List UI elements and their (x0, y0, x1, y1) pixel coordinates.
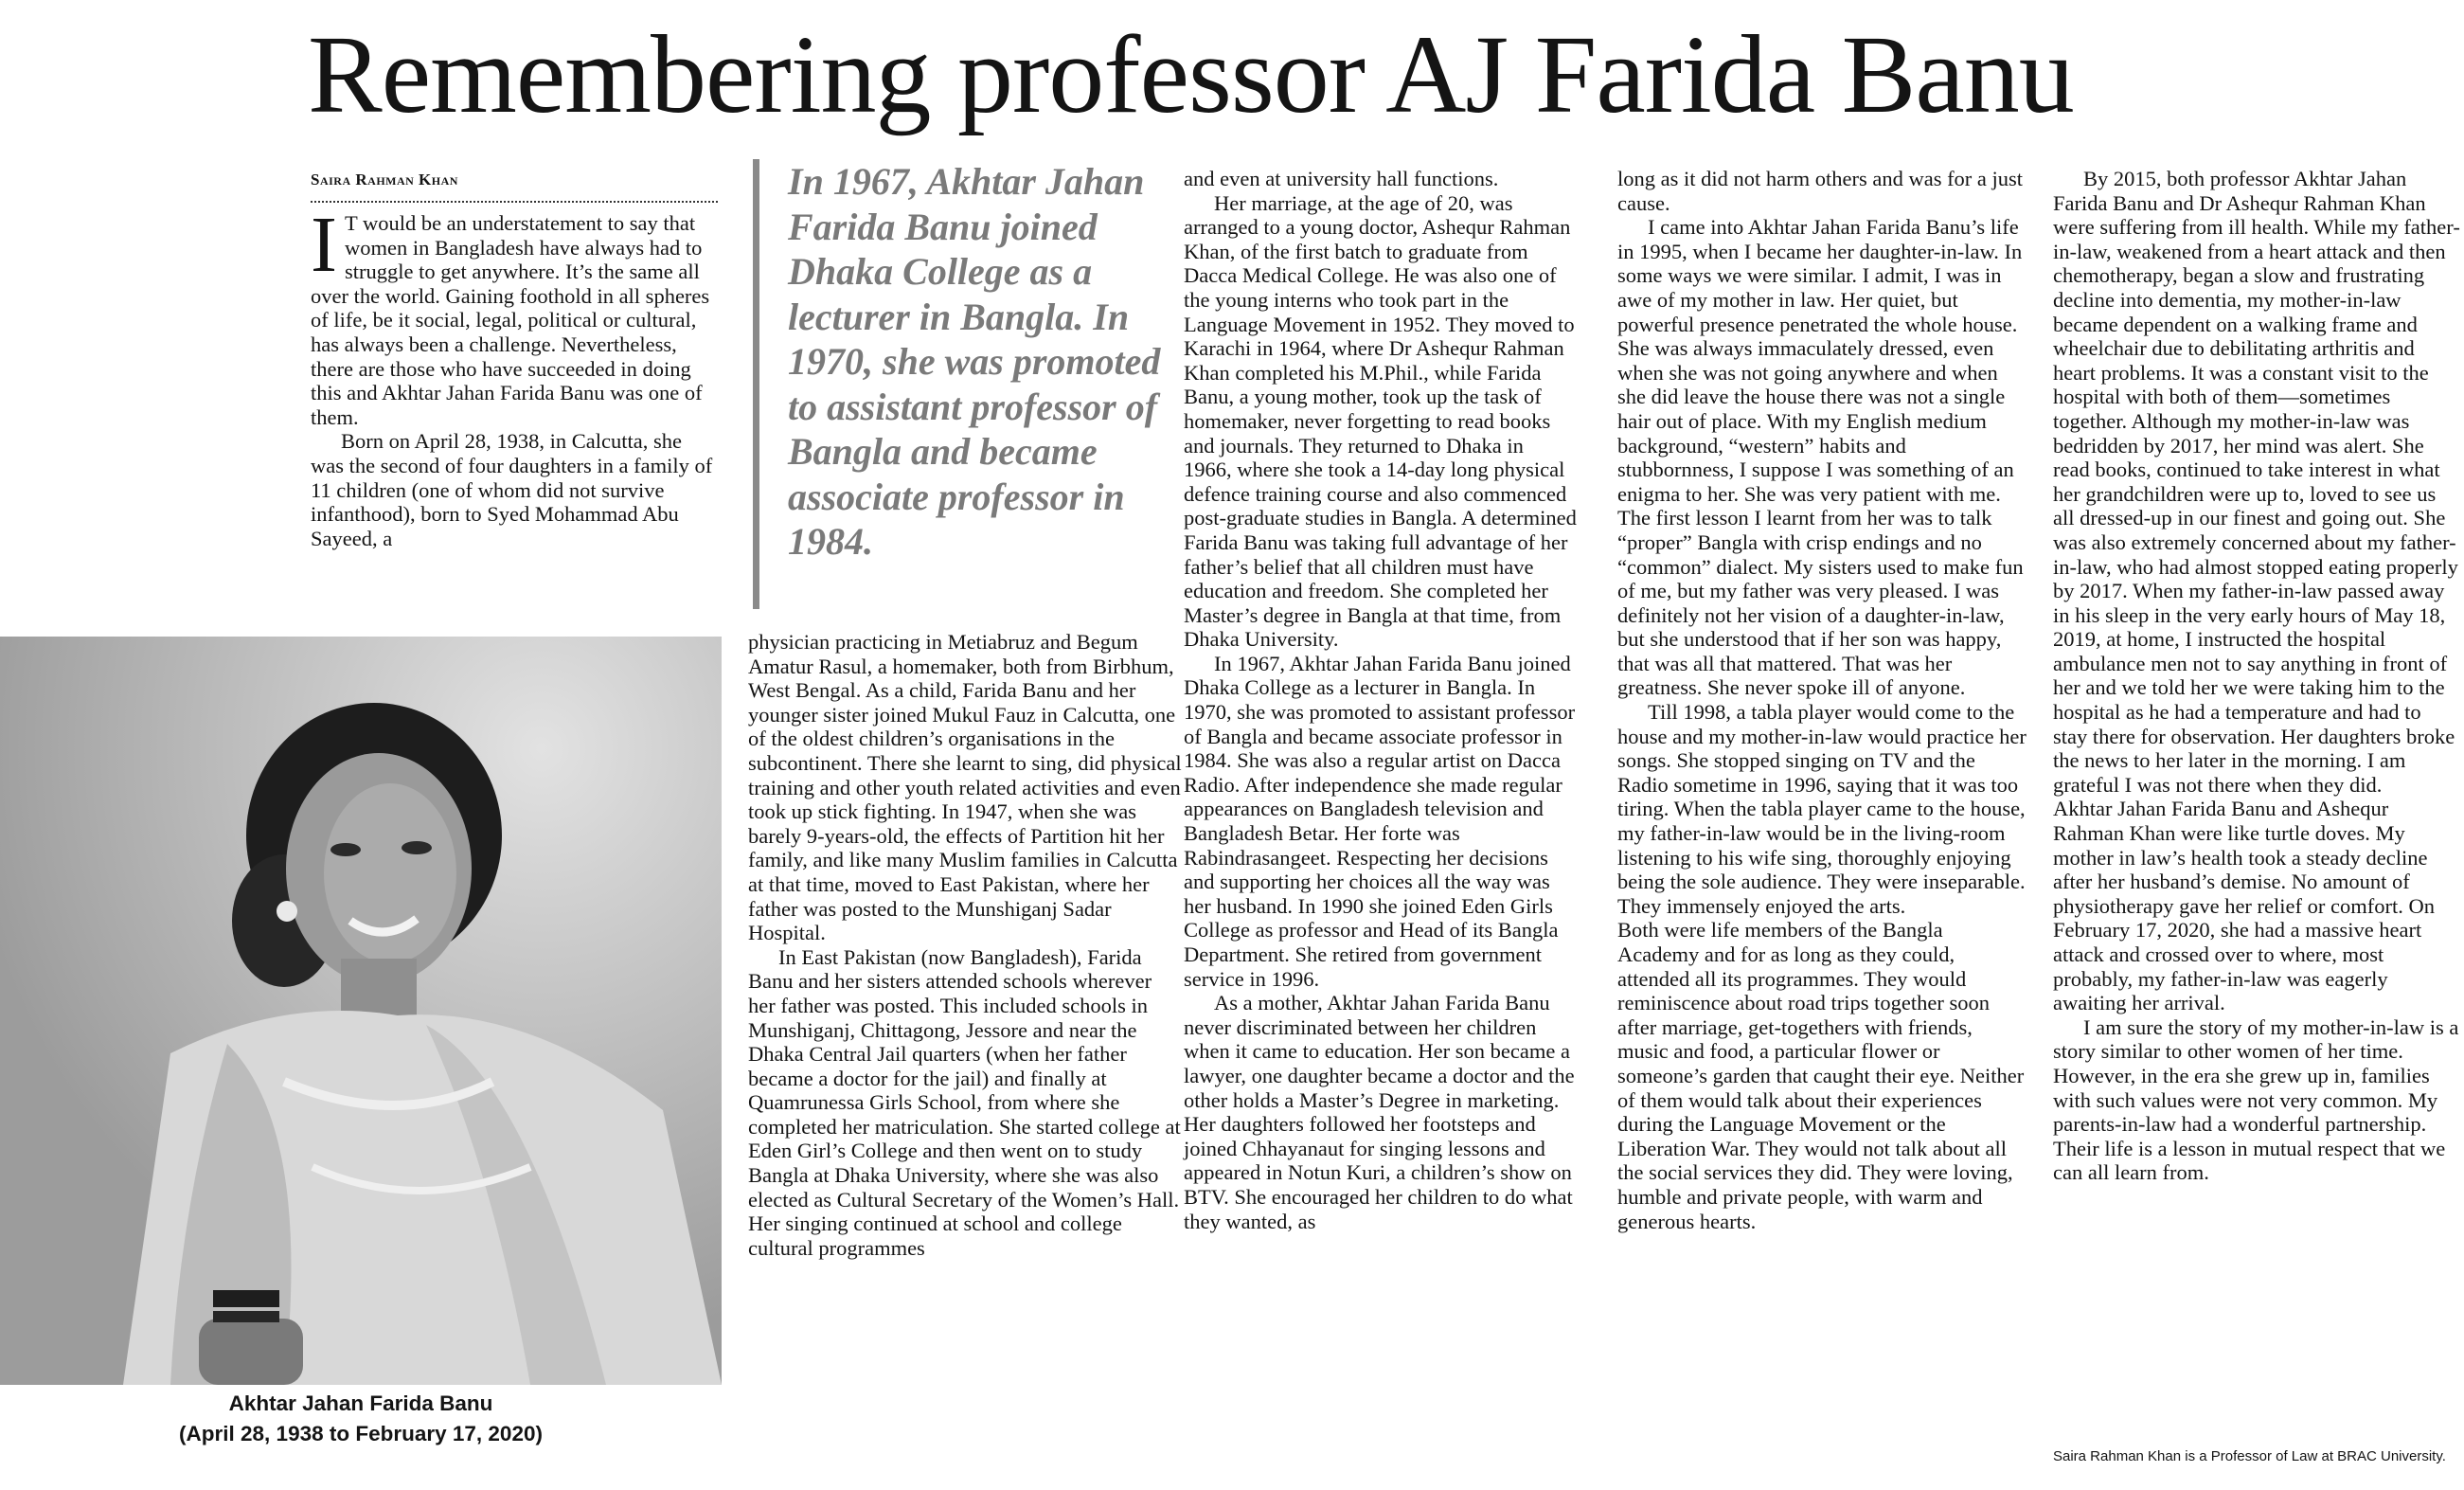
column-2 (748, 630, 1184, 1260)
paragraph: Till 1998, a tabla player would come to the house and my mother-in-law would practice her songs. She stopped singing on TV and the Radio sometime in 1996, saying that it was too tiring. When the tabla player came to the house, my father-in-law would be in the living-room listening to his wife sing, thoroughly enjoying being the sole audience. They were inseparable. They immensely enjoyed the arts. (1617, 700, 2027, 918)
paragraph: Born on April 28, 1938, in Calcutta, she was the second of four daughters in a family of 11 children (one of whom did not survive infanthood), born to Syed Mohammad Abu Sayeed, a (311, 429, 713, 550)
photo-caption (0, 1389, 722, 1449)
column-5 (2053, 167, 2460, 1185)
column-1 (311, 201, 718, 550)
paragraph: I am sure the story of my mother-in-law is a story similar to other women of her time. However, in the era she grew up in, families with such values were not very common. My parents-in-law had a wonderful partnership. Their life is a lesson in mutual respect that we can all learn from. (2053, 1014, 2459, 1185)
paragraph: In East Pakistan (now Bangladesh), Farida Banu and her sisters attended schools wherever her father was posted. This included schools in Munshiganj, Chittagong, Jessore and near the Dhaka Central Jail quarters (when her father became a doctor for the jail) and finally at Quamrunessa Girls School, from where she completed her matriculation. She started college at Eden Girl’s College and then went on to study Bangla at Dhaka University, where she was also elected as Cultural Secretary of the Women’s Hall. Her singing continued at school and college cultural programmes (748, 944, 1181, 1260)
paragraph: and even at university hall functions. (1184, 167, 1499, 190)
column-3 (1184, 167, 1577, 1233)
byline: Saira Rahman Khan (311, 171, 458, 188)
pull-quote: In 1967, Akhtar Jahan Farida Banu joined Dhaka College as a lecturer in Bangla. In 1970, she was promoted to assistant professor of Bangla and became associate professor in 1984. (753, 159, 1184, 609)
paragraph: Her marriage, at the age of 20, was arranged to a young doctor, Ashequr Rahman Khan, of the first batch to graduate from Dacca Medical College. He was also one of the young interns who took part in the Language Movement in 1952. They moved to Karachi in 1964, where Dr Ashequr Rahman Khan completed his M.Phil., while Farida Banu, a young mother, took up the task of homemaker, never forgetting to read books and journals. They returned to Dhaka in 1966, where she took a 14-day long physical defence training course and also commenced post-graduate studies in Bangla. A determined Farida Banu was taking full advantage of her father’s belief that all children must have education and freedom. She completed her Master’s degree in Bangla at that time, from Dhaka University. (1184, 190, 1577, 652)
intro-paragraph: I T would be an understatement to say that women in Bangladesh have always had to struggle to get anywhere. It’s the same all over the world. Gaining foothold in all spheres of life, be it social, legal, political or cultural, has always been a challenge. Nevertheless, there are those who have succeeded in doing this and Akhtar Jahan Farida Banu was one of them. (311, 201, 710, 429)
portrait-illustration (0, 637, 722, 1385)
paragraph: Both were life members of the Bangla Academy and for as long as they could, attended all its programmes. They would reminiscence about road trips together soon after marriage, get-togethers with friends, music and food, a particular flower or someone’s garden that caught their eye. Neither of them would talk about their experiences during the Language Movement or the Liberation War. They would not talk about all the social services they did. They were loving, humble and private people, with warm and generous hearts. (1617, 918, 2025, 1233)
paragraph: long as it did not harm others and was for a just cause. (1617, 167, 2024, 215)
paragraph: By 2015, both professor Akhtar Jahan Farida Banu and Dr Ashequr Rahman Khan were suffering from ill health. While my father-in-law, weakened from a heart attack and then chemotherapy, began a slow and frustrating decline into dementia, my mother-in-law became dependent on a walking frame and wheelchair due to debilitating arthritis and heart problems. It was a constant visit to the hospital with both of them—sometimes together. Although my mother-in-law was bedridden by 2017, her mind was alert. She read books, continued to take interest in what her grandchildren were up to, loved to see us all dressed-up in our finest and going out. She was also extremely concerned about my father-in-law, who had almost stopped eating properly by 2017. When my father-in-law passed away in his sleep in the very early hours of May 18, 2019, at home, I instructed the hospital ambulance men not to say anything in front of her and we told her we were taking him to the hospital as he had a temperature and had to stay there for observation. Her daughters broke the news to her later in the morning. I am grateful I was not there when they did. (2053, 167, 2460, 797)
paragraph: I came into Akhtar Jahan Farida Banu’s life in 1995, when I became her daughter-in-law. In some ways we were similar. I admit, I was in awe of my mother in law. Her quiet, but powerful presence penetrated the whole house. She was always immaculately dressed, even when she was not going anywhere and when she did leave the house there was not a single hair out of place. With my English medium background, “western” habits and stubbornness, I suppose I was something of an enigma to her. She was very patient with me. The first lesson I learnt from her was to talk “proper” Bangla with crisp endings and no “common” dialect. My sisters used to make fun of me, but my father was very pleased. I was definitely not her vision of a daughter-in-law, but she understood that if her son was happy, that was all that mattered. That was her greatness. She never spoke ill of anyone. (1617, 215, 2024, 700)
paragraph: In 1967, Akhtar Jahan Farida Banu joined Dhaka College as a lecturer in Bangla. In 1970, she was promoted to assistant professor of Bangla and became associate professor in 1984. She was also a regular artist on Dacca Radio. After independence she made regular appearances on Bangladesh television and Bangladesh Betar. Her forte was Rabindrasangeet. Respecting her decisions and supporting her choices all the way was her husband. In 1990 she joined Eden Girls College as professor and Head of its Bangla Department. She retired from government service in 1996. (1184, 651, 1576, 991)
caption-dates: (April 28, 1938 to February 17, 2020) (179, 1422, 543, 1445)
paragraph: physician practicing in Metiabruz and Begum Amatur Rasul, a homemaker, both from Birbhum, West Bengal. As a child, Farida Banu and her younger sister joined Mukul Fauz in Calcutta, one of the oldest children’s organisations in the subcontinent. There she learnt to sing, did physical training and other youth related activities and even took up stick fighting. In 1947, when she was barely 9-years-old, the effects of Partition hit her family, and like many Muslim families in Calcutta at that time, moved to East Pakistan, where her father was posted to the Munshiganj Sadar Hospital. (748, 630, 1182, 945)
headline: Remembering professor AJ Farida Banu (308, 12, 2074, 136)
byline-divider (311, 201, 718, 203)
column-4 (1617, 167, 2027, 1233)
author-footnote: Saira Rahman Khan is a Professor of Law at BRAC University. (2053, 1448, 2446, 1464)
paragraph: Akhtar Jahan Farida Banu and Ashequr Rahman Khan were like turtle doves. My mother in law’s health took a steady decline after her husband’s demise. No amount of physiotherapy gave her relief or comfort. On February 17, 2020, she had a massive heart attack and crossed over to where, most probably, my father-in-law was eagerly awaiting her arrival. (2053, 797, 2435, 1015)
drop-cap: I (311, 201, 337, 289)
caption-name: Akhtar Jahan Farida Banu (228, 1391, 493, 1415)
paragraph: As a mother, Akhtar Jahan Farida Banu never discriminated between her children when it came to education. Her son became a lawyer, one daughter became a doctor and the other holds a Master’s Degree in marketing. Her daughters followed her footsteps and joined Chhayanaut for singing lessons and appeared in Notun Kuri, a children’s show on BTV. She encouraged her children to do what they wanted, as (1184, 991, 1575, 1233)
portrait-photo (0, 637, 722, 1385)
